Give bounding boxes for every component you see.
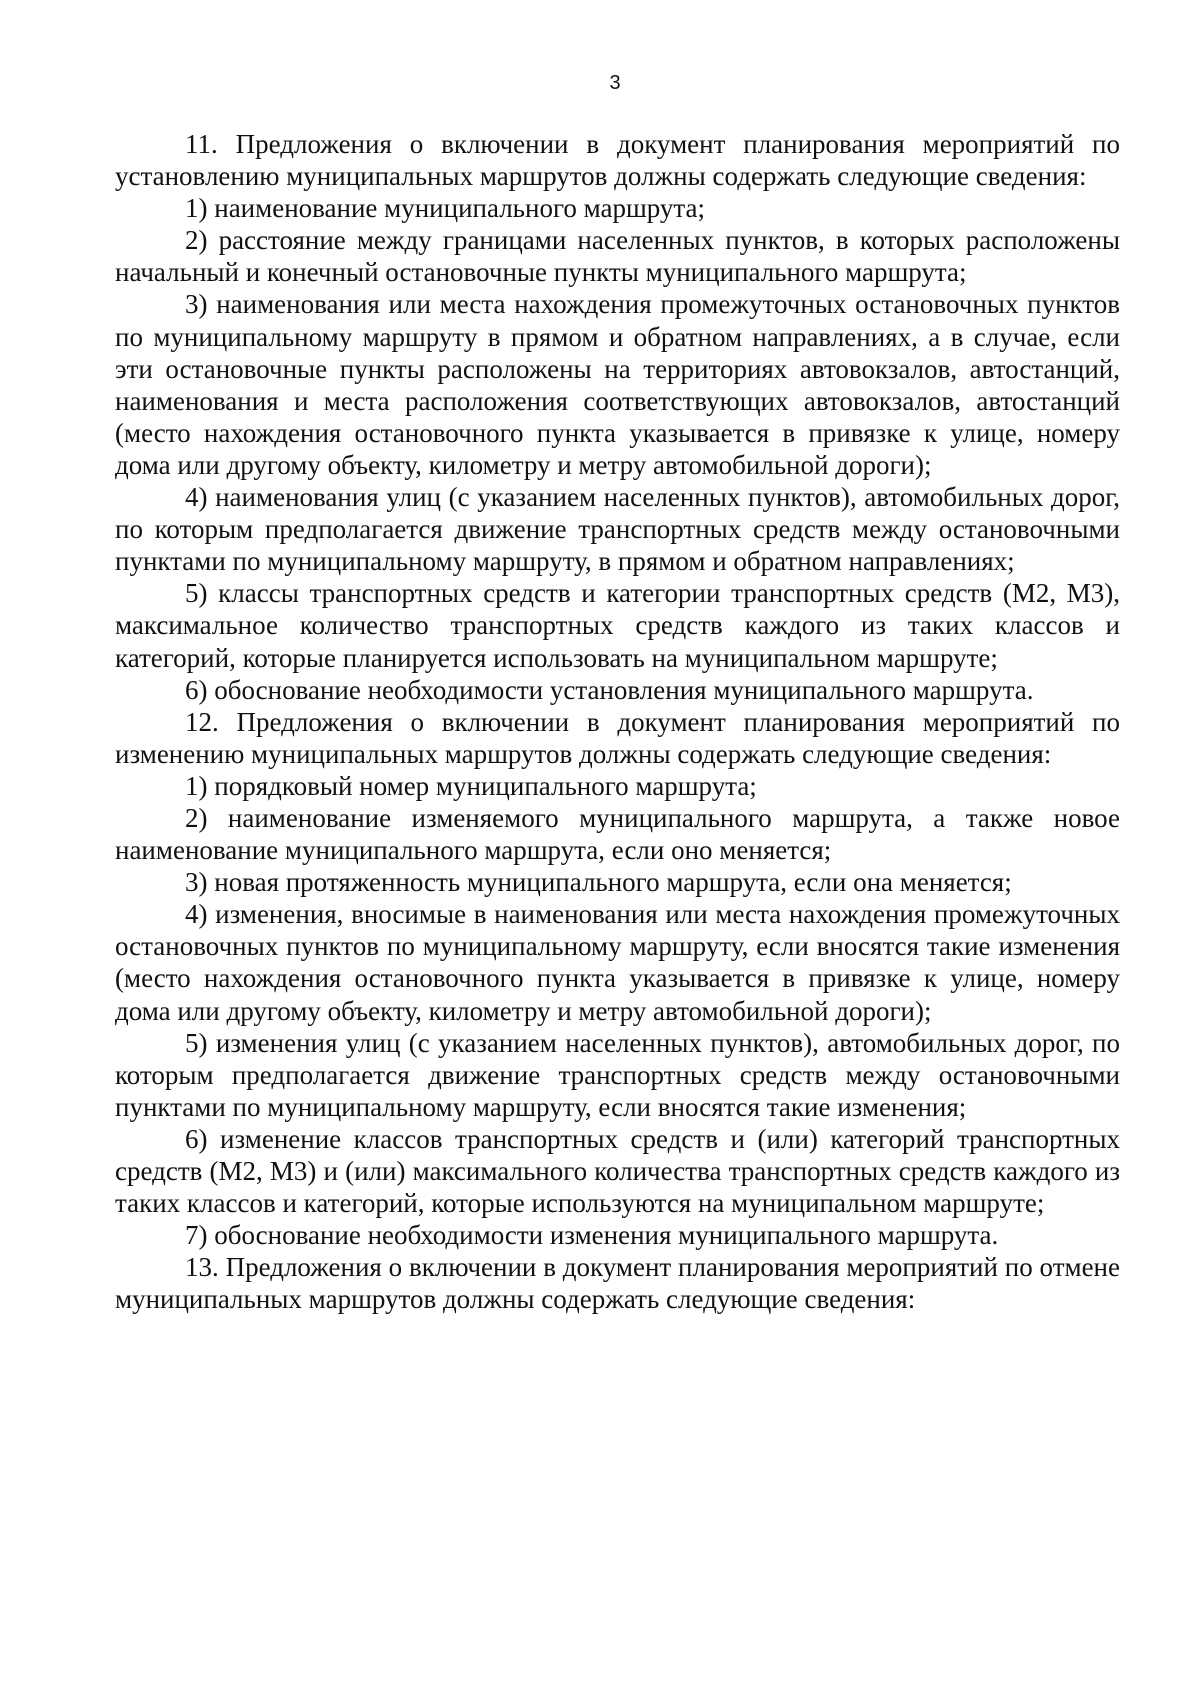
paragraph-11-item-5: 5) классы транспортных средств и категории транспортных средств (М2, М3), максимальное количество транспортных средств каждого из таких классов и категорий, которые планируется использовать на муниципальном маршруте;: [115, 578, 1120, 673]
paragraph-12-intro: 12. Предложения о включении в документ планирования мероприятий по изменению муниципальных маршрутов должны содержать следующие сведения:: [115, 706, 1120, 769]
paragraph-12-item-5: 5) изменения улиц (с указанием населенных пунктов), автомобильных дорог, по которым предполагается движение транспортных средств между остановочными пунктами по муниципальному маршруту, если вносятся такие изменения;: [115, 1027, 1120, 1122]
paragraph-12-item-3: 3) новая протяженность муниципального маршрута, если она меняется;: [185, 867, 1012, 898]
paragraph-11-item-2: 2) расстояние между границами населенных пунктов, в которых расположены начальный и конечный остановочные пункты муниципального маршрута;: [115, 225, 1120, 288]
paragraph-11-intro: 11. Предложения о включении в документ планирования мероприятий по установлению муниципальных маршрутов должны содержать следующие сведения:: [115, 129, 1120, 192]
paragraph-11-item-3: 3) наименования или места нахождения промежуточных остановочных пунктов по муниципальному маршруту в прямом и обратном направлениях, а в случае, если эти остановочные пункты расположены на территориях автовокзалов, автостанций, наименования и места расположения соответствующих автовокзалов, автостанций (место нахождения остановочного пункта указывается в привязке к улице, номеру дома или другому объекту, километру и метру автомобильной дороги);: [115, 289, 1120, 480]
paragraph-12-item-4: 4) изменения, вносимые в наименования или места нахождения промежуточных остановочных пунктов по муниципальному маршруту, если вносятся такие изменения (место нахождения остановочного пункта указывается в привязке к улице, номеру дома или другому объекту, километру и метру автомобильной дороги);: [115, 899, 1120, 1026]
paragraph-13-intro: 13. Предложения о включении в документ планирования мероприятий по отмене муниципальных маршрутов должны содержать следующие сведения:: [115, 1252, 1120, 1315]
paragraph-12-item-7: 7) обоснование необходимости изменения муниципального маршрута.: [185, 1220, 999, 1251]
paragraph-12-item-6: 6) изменение классов транспортных средств и (или) категорий транспортных средств (М2, М3) и (или) максимального количества транспортных средств каждого из таких классов и категорий, которые используются на муниципальном маршруте;: [115, 1123, 1120, 1219]
paragraph-11-item-4: 4) наименования улиц (с указанием населенных пунктов), автомобильных дорог, по которым предполагается движение транспортных средств между остановочными пунктами по муниципальному маршруту, в прямом и обратном направлениях;: [115, 482, 1120, 577]
page-number: 3: [609, 72, 621, 94]
document-body: [115, 128, 1120, 1315]
paragraph-11-item-1: 1) наименование муниципального маршрута;: [185, 193, 706, 224]
paragraph-12-item-1: 1) порядковый номер муниципального маршрута;: [185, 770, 757, 801]
paragraph-11-item-6: 6) обоснование необходимости установления муниципального маршрута.: [185, 674, 1034, 705]
paragraph-12-item-2: 2) наименование изменяемого муниципального маршрута, а также новое наименование муниципального маршрута, если оно меняется;: [115, 802, 1120, 866]
